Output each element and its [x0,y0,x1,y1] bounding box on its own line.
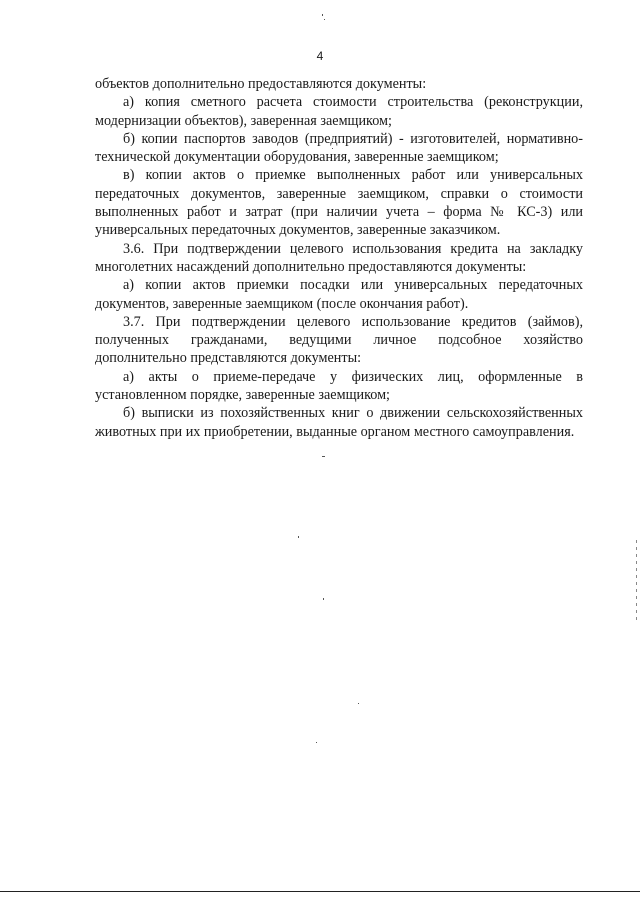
paragraph-item-a-estimate: а) копия сметного расчета стоимости строительства (реконструкции, модернизации объектов), заверенная заемщиком; [95,94,583,129]
scan-speck [316,742,317,743]
paragraph-3-6-item-a: а) копии актов приемки посадки или универсальных передаточных документов, заверенные заемщиком (после окончания работ). [95,277,583,312]
scan-speck [322,456,325,457]
page-number: 4 [316,49,324,63]
scan-speck [323,598,324,600]
scan-edge-mark [636,540,637,620]
paragraph-3-7-item-b: б) выписки из похозяйственных книг о движении сельскохозяйственных животных при их приобретении, выданные органом местного самоуправления. [95,405,583,440]
paragraph-section-3-7: 3.7. При подтверждении целевого использование кредитов (займов), полученных гражданами, ведущими личное подсобное хозяйство дополнительно представляются документы: [95,313,583,367]
scan-speck [322,14,323,16]
scan-speck [298,536,299,538]
scan-speck [324,19,325,20]
scan-bottom-edge [0,891,640,892]
paragraph-item-c-acts: в) копии актов о приемке выполненных работ или универсальных передаточных документов, заверенные заемщиком, справки о стоимости выполненных работ и затрат (при наличии учета – форма № КС-3) или универсальных передаточных документов, заверенные заказчиком. [95,167,583,239]
paragraph-item-b-passports: б) копии паспортов заводов (предприятий) - изготовителей, нормативно-технической документации оборудования, заверенные заемщиком; [95,130,583,166]
scan-speck [358,703,359,704]
paragraph-intro: объектов дополнительно предоставляются документы: [95,76,427,92]
document-body [95,75,583,441]
paragraph-3-7-item-a: а) акты о приеме-передаче у физических лиц, оформленные в установленном порядке, заверенные заемщиком; [95,368,583,404]
scan-speck [332,148,333,149]
paragraph-section-3-6: 3.6. При подтверждении целевого использования кредита на закладку многолетних насаждений дополнительно предоставляются документы: [95,240,583,275]
